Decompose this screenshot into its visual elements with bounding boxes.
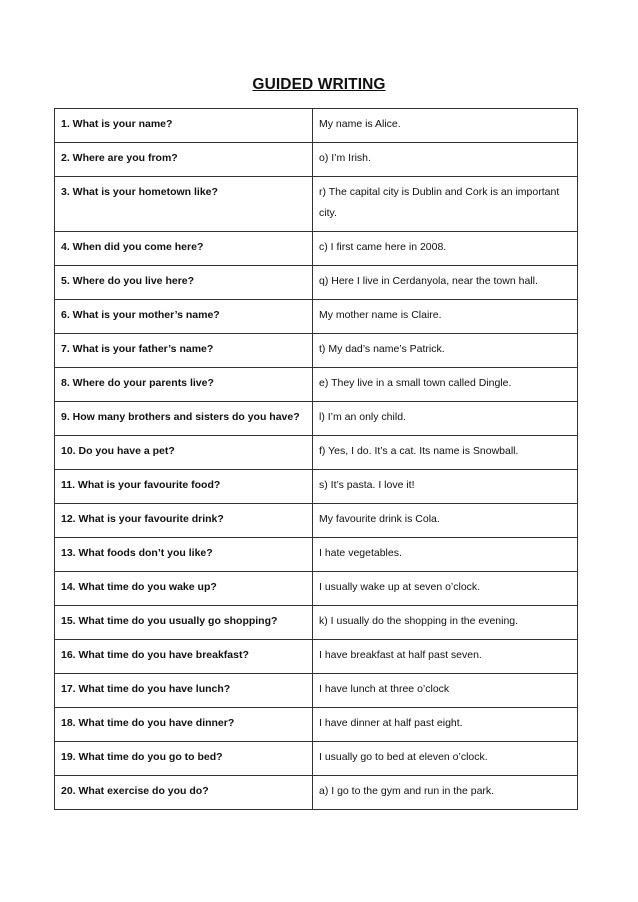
question-cell: 3. What is your hometown like?: [55, 177, 313, 232]
answer-cell: I have lunch at three o’clock: [313, 674, 578, 708]
question-cell: 17. What time do you have lunch?: [55, 674, 313, 708]
answer-cell: r) The capital city is Dublin and Cork is an important city.: [313, 177, 578, 232]
answer-cell: I have dinner at half past eight.: [313, 708, 578, 742]
table-row: [55, 776, 578, 810]
table-row: [55, 640, 578, 674]
answer-cell: q) Here I live in Cerdanyola, near the town hall.: [313, 266, 578, 300]
table-row: [55, 143, 578, 177]
answer-cell: c) I first came here in 2008.: [313, 232, 578, 266]
answer-cell: e) They live in a small town called Dingle.: [313, 368, 578, 402]
answer-cell: I have breakfast at half past seven.: [313, 640, 578, 674]
table-row: [55, 109, 578, 143]
answer-cell: f) Yes, I do. It’s a cat. Its name is Snowball.: [313, 436, 578, 470]
answer-cell: l) I’m an only child.: [313, 402, 578, 436]
answer-cell: I hate vegetables.: [313, 538, 578, 572]
question-cell: 13. What foods don’t you like?: [55, 538, 313, 572]
table-row: [55, 334, 578, 368]
question-cell: 5. Where do you live here?: [55, 266, 313, 300]
question-cell: 20. What exercise do you do?: [55, 776, 313, 810]
answer-cell: s) It’s pasta. I love it!: [313, 470, 578, 504]
question-cell: 19. What time do you go to bed?: [55, 742, 313, 776]
answer-cell: My favourite drink is Cola.: [313, 504, 578, 538]
table-row: [55, 504, 578, 538]
table-row: [55, 402, 578, 436]
answer-cell: t) My dad’s name’s Patrick.: [313, 334, 578, 368]
answer-cell: k) I usually do the shopping in the evening.: [313, 606, 578, 640]
table-row: [55, 300, 578, 334]
table-row: [55, 742, 578, 776]
question-cell: 12. What is your favourite drink?: [55, 504, 313, 538]
question-cell: 10. Do you have a pet?: [55, 436, 313, 470]
question-cell: 4. When did you come here?: [55, 232, 313, 266]
table-row: [55, 177, 578, 232]
table-row: [55, 368, 578, 402]
table-row: [55, 436, 578, 470]
question-cell: 18. What time do you have dinner?: [55, 708, 313, 742]
table-row: [55, 708, 578, 742]
table-row: [55, 470, 578, 504]
question-cell: 1. What is your name?: [55, 109, 313, 143]
question-cell: 11. What is your favourite food?: [55, 470, 313, 504]
question-cell: 8. Where do your parents live?: [55, 368, 313, 402]
answer-cell: My mother name is Claire.: [313, 300, 578, 334]
answer-cell: o) I’m Irish.: [313, 143, 578, 177]
question-cell: 6. What is your mother’s name?: [55, 300, 313, 334]
page-title: GUIDED WRITING: [252, 76, 386, 93]
table-row: [55, 266, 578, 300]
table-row: [55, 232, 578, 266]
question-cell: 14. What time do you wake up?: [55, 572, 313, 606]
answer-cell: a) I go to the gym and run in the park.: [313, 776, 578, 810]
question-cell: 16. What time do you have breakfast?: [55, 640, 313, 674]
table-row: [55, 572, 578, 606]
question-cell: 15. What time do you usually go shopping?: [55, 606, 313, 640]
question-answer-table: [54, 108, 578, 810]
table-row: [55, 674, 578, 708]
question-cell: 2. Where are you from?: [55, 143, 313, 177]
table-row: [55, 606, 578, 640]
question-cell: 9. How many brothers and sisters do you have?: [55, 402, 313, 436]
table-row: [55, 538, 578, 572]
question-cell: 7. What is your father’s name?: [55, 334, 313, 368]
answer-cell: My name is Alice.: [313, 109, 578, 143]
answer-cell: I usually go to bed at eleven o’clock.: [313, 742, 578, 776]
answer-cell: I usually wake up at seven o’clock.: [313, 572, 578, 606]
